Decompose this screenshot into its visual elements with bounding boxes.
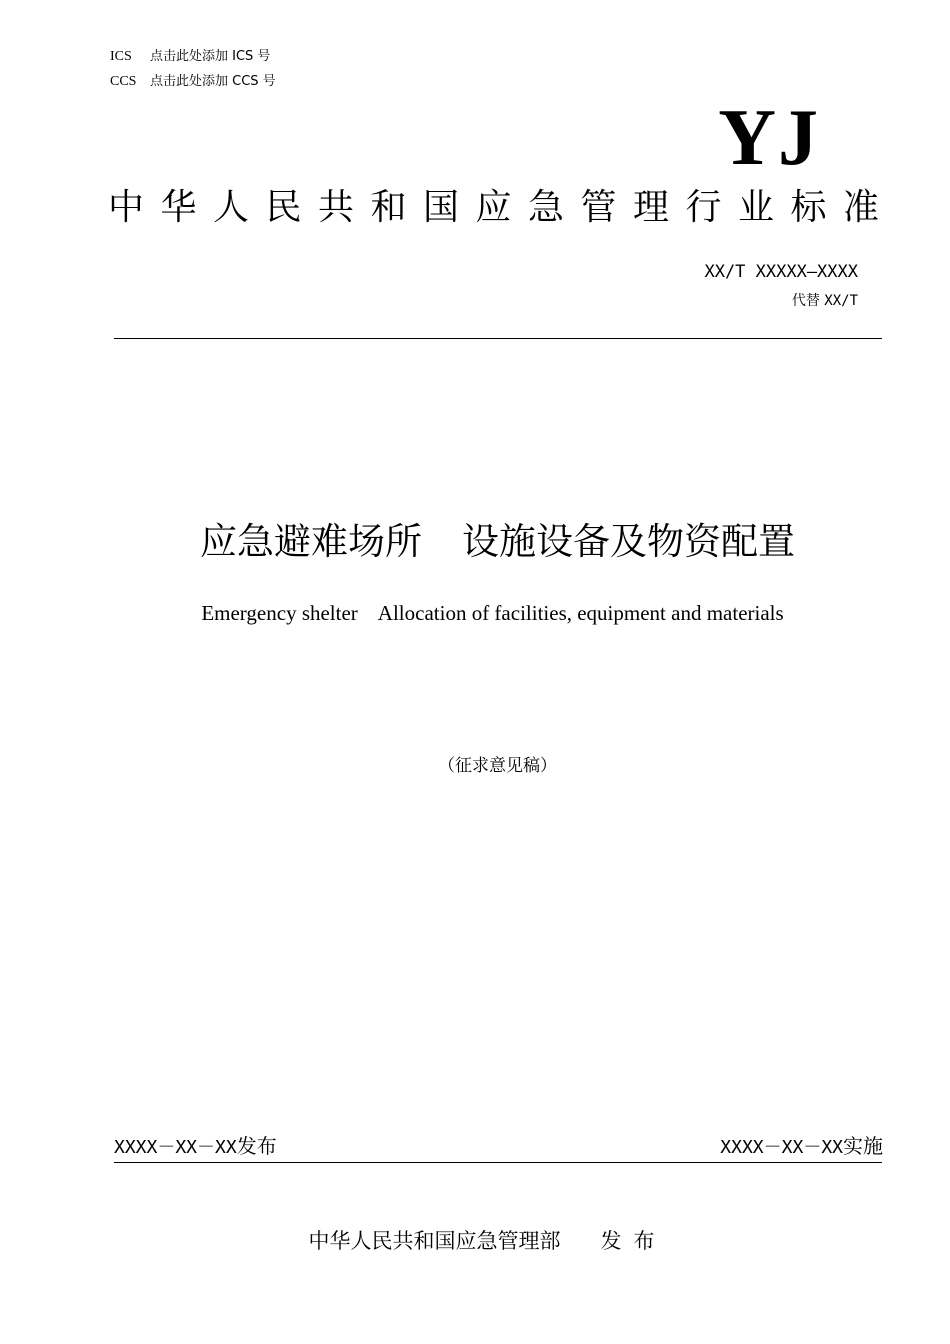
replaces-label: 代替 [791,293,820,309]
publisher-name: 中华人民共和国应急管理部 [308,1229,561,1253]
ics-line [110,47,270,66]
standard-replaces [792,292,858,310]
english-title-part2: Allocation of facilities, equipment and materials [377,601,784,625]
document-title [0,518,950,566]
implement-label: 实施 [843,1134,883,1158]
publisher-action: 发布 [600,1229,667,1253]
ccs-value[interactable]: 点击此处添加 CCS 号 [150,74,276,89]
yj-logo: YJ [718,94,820,182]
publish-label: 发布 [236,1134,277,1158]
ccs-label: CCS [110,74,137,89]
publish-date: XXXX－XX－XX [114,1137,237,1158]
standard-number: XX/T XXXXX—XXXX [704,262,858,282]
header-divider [114,338,882,339]
footer-divider [114,1162,882,1163]
standard-category-title: 中华人民共和国应急管理行业标准 [108,187,896,228]
ics-label: ICS [110,49,132,64]
document-title-part1: 应急避难场所 [200,520,422,563]
document-english-title [0,600,950,626]
publish-date-row [114,1133,277,1161]
implement-date-row [720,1133,883,1161]
english-title-part1: Emergency shelter [201,601,358,625]
publisher-line [0,1227,950,1255]
draft-status: （征求意见稿） [438,756,557,776]
ccs-line [110,72,276,91]
document-title-part2: 设施设备及物资配置 [462,520,795,563]
implement-date: XXXX－XX－XX [720,1137,843,1158]
replaces-value: XX/T [824,293,858,309]
ics-value[interactable]: 点击此处添加 ICS 号 [150,49,271,64]
